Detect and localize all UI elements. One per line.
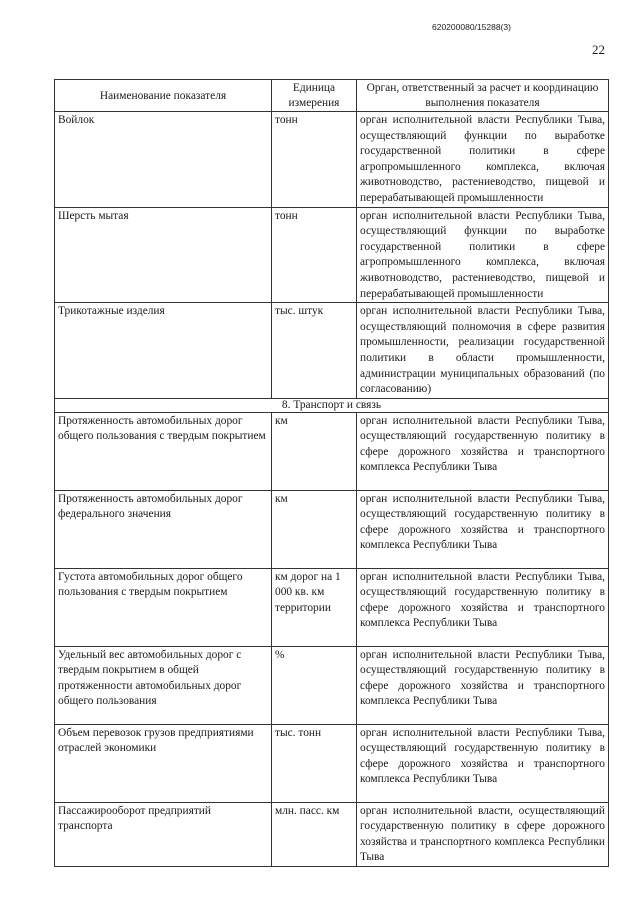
table-row: [55, 112, 609, 208]
table-row: [55, 412, 609, 490]
unit-cell: км: [272, 412, 357, 490]
document-id: 620200080/15288(3): [432, 22, 511, 32]
table-row: [55, 490, 609, 568]
unit-cell: %: [272, 646, 357, 724]
table-row: [55, 568, 609, 646]
table-row: [55, 303, 609, 399]
responsible-body-cell: орган исполнительной власти Республики Тыва, осуществляющий функции по выработке государственной политики в сфере агропромышленного комплекса, включая животноводство, растениеводство, пищевой и перерабатывающей промышленности: [357, 207, 609, 303]
table-row: [55, 207, 609, 303]
indicator-name: Протяженность автомобильных дорог федерального значения: [55, 490, 272, 568]
responsible-body-cell: орган исполнительной власти, осуществляющий государственную политику в сфере дорожного хозяйства и транспортного комплекса Республики Тыва: [357, 802, 609, 866]
indicator-name: Удельный вес автомобильных дорог с твердым покрытием в общей протяженности автомобильных дорог общего пользования: [55, 646, 272, 724]
unit-cell: тыс. штук: [272, 303, 357, 399]
responsible-body-cell: орган исполнительной власти Республики Тыва, осуществляющий государственную политику в сфере дорожного хозяйства и транспортного комплекса Республики Тыва: [357, 568, 609, 646]
unit-cell: км дорог на 1 000 кв. км территории: [272, 568, 357, 646]
responsible-body-cell: орган исполнительной власти Республики Тыва, осуществляющий государственную политику в сфере дорожного хозяйства и транспортного комплекса Республики Тыва: [357, 412, 609, 490]
unit-cell: млн. пасс. км: [272, 802, 357, 866]
responsible-body-cell: орган исполнительной власти Республики Тыва, осуществляющий функции по выработке государственной политики в сфере агропромышленного комплекса, включая животноводство, растениеводство, пищевой и перерабатывающей промышленности: [357, 112, 609, 208]
unit-cell: тыс. тонн: [272, 724, 357, 802]
unit-cell: тонн: [272, 207, 357, 303]
responsible-body-cell: орган исполнительной власти Республики Тыва, осуществляющий государственную политику в сфере дорожного хозяйства и транспортного комплекса Республики Тыва: [357, 490, 609, 568]
indicator-name: Густота автомобильных дорог общего пользования с твердым покрытием: [55, 568, 272, 646]
indicator-name: Пассажирооборот предприятий транспорта: [55, 802, 272, 866]
table-row: [55, 802, 609, 866]
header-indicator-name: Наименование показателя: [55, 80, 272, 112]
responsible-body-cell: орган исполнительной власти Республики Тыва, осуществляющий полномочия в сфере развития промышленности, реализации государственной политики в области промышленности, администрации муниципальных образований (по согласованию): [357, 303, 609, 399]
unit-cell: тонн: [272, 112, 357, 208]
section-title: 8. Транспорт и связь: [55, 398, 609, 412]
responsible-body-cell: орган исполнительной власти Республики Тыва, осуществляющий государственную политику в сфере дорожного хозяйства и транспортного комплекса Республики Тыва: [357, 724, 609, 802]
indicator-name: Объем перевозок грузов предприятиями отраслей экономики: [55, 724, 272, 802]
indicator-name: Трикотажные изделия: [55, 303, 272, 399]
section-heading-row: [55, 398, 609, 412]
indicator-name: Шерсть мытая: [55, 207, 272, 303]
table-row: [55, 646, 609, 724]
responsible-body-cell: орган исполнительной власти Республики Тыва, осуществляющий государственную политику в сфере дорожного хозяйства и транспортного комплекса Республики Тыва: [357, 646, 609, 724]
header-unit: Единица измерения: [272, 80, 357, 112]
page-number: 22: [592, 42, 605, 57]
table-row: [55, 724, 609, 802]
indicator-name: Войлок: [55, 112, 272, 208]
indicators-table: [54, 79, 609, 867]
header-responsible-body: Орган, ответственный за расчет и координацию выполнения показателя: [357, 80, 609, 112]
unit-cell: км: [272, 490, 357, 568]
table-header-row: [55, 80, 609, 112]
indicator-name: Протяженность автомобильных дорог общего пользования с твердым покрытием: [55, 412, 272, 490]
